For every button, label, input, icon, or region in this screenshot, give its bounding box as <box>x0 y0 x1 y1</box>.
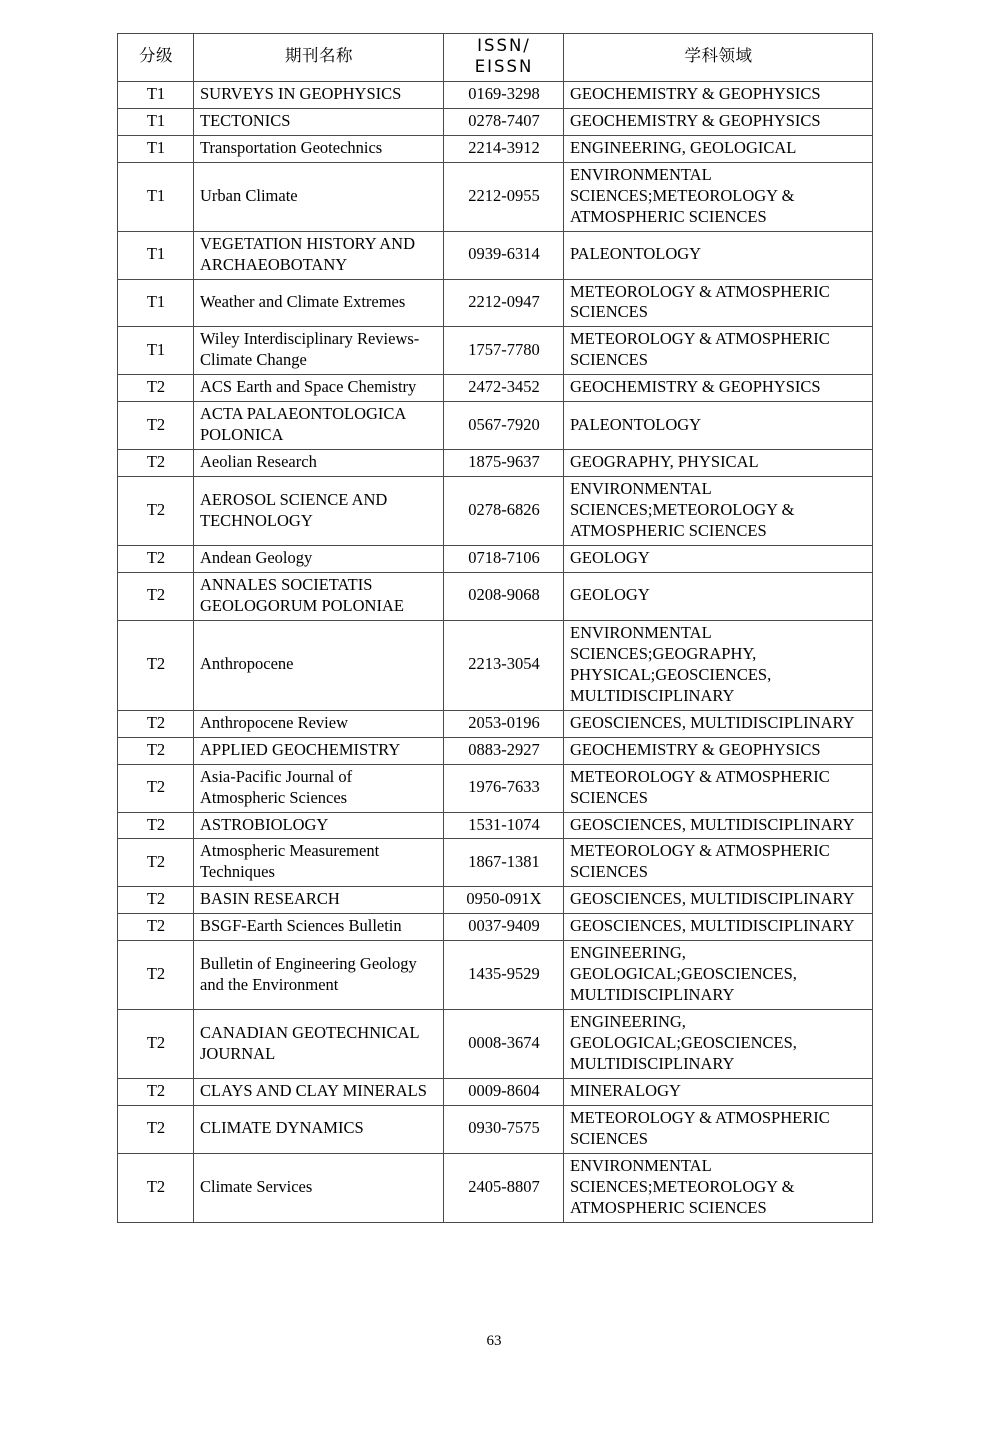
cell-grade: T2 <box>118 1010 194 1079</box>
table-row <box>118 108 873 135</box>
table-row <box>118 887 873 914</box>
cell-issn: 0930-7575 <box>444 1105 564 1153</box>
cell-grade: T2 <box>118 812 194 839</box>
cell-subject-field: PALEONTOLOGY <box>564 402 873 450</box>
table-row <box>118 572 873 620</box>
cell-journal-name: Aeolian Research <box>194 450 444 477</box>
cell-subject-field: GEOCHEMISTRY & GEOPHYSICS <box>564 737 873 764</box>
cell-journal-name: BSGF-Earth Sciences Bulletin <box>194 914 444 941</box>
table-row <box>118 135 873 162</box>
cell-issn: 0939-6314 <box>444 231 564 279</box>
table-header-row <box>118 34 873 82</box>
cell-subject-field: ENVIRONMENTAL SCIENCES;METEOROLOGY & ATMOSPHERIC SCIENCES <box>564 477 873 546</box>
table-row <box>118 450 873 477</box>
table-row <box>118 327 873 375</box>
cell-grade: T2 <box>118 620 194 710</box>
cell-issn: 2472-3452 <box>444 375 564 402</box>
cell-subject-field: MINERALOGY <box>564 1078 873 1105</box>
cell-grade: T2 <box>118 887 194 914</box>
cell-grade: T2 <box>118 839 194 887</box>
cell-grade: T2 <box>118 546 194 573</box>
table-row <box>118 839 873 887</box>
table-row <box>118 737 873 764</box>
cell-subject-field: ENGINEERING, GEOLOGICAL;GEOSCIENCES, MULTIDISCIPLINARY <box>564 1010 873 1079</box>
cell-subject-field: GEOSCIENCES, MULTIDISCIPLINARY <box>564 812 873 839</box>
cell-grade: T2 <box>118 477 194 546</box>
cell-journal-name: Climate Services <box>194 1153 444 1222</box>
cell-subject-field: GEOGRAPHY, PHYSICAL <box>564 450 873 477</box>
cell-journal-name: ACTA PALAEONTOLOGICA POLONICA <box>194 402 444 450</box>
cell-subject-field: METEOROLOGY & ATMOSPHERIC SCIENCES <box>564 327 873 375</box>
cell-issn: 2213-3054 <box>444 620 564 710</box>
cell-issn: 2053-0196 <box>444 710 564 737</box>
table-row <box>118 1153 873 1222</box>
table-row <box>118 1105 873 1153</box>
cell-journal-name: CLAYS AND CLAY MINERALS <box>194 1078 444 1105</box>
cell-issn: 1435-9529 <box>444 941 564 1010</box>
cell-journal-name: AEROSOL SCIENCE AND TECHNOLOGY <box>194 477 444 546</box>
cell-journal-name: Urban Climate <box>194 162 444 231</box>
table-body <box>118 81 873 1222</box>
table-row <box>118 162 873 231</box>
cell-issn: 0208-9068 <box>444 572 564 620</box>
cell-grade: T2 <box>118 1153 194 1222</box>
cell-journal-name: Atmospheric Measurement Techniques <box>194 839 444 887</box>
cell-journal-name: Transportation Geotechnics <box>194 135 444 162</box>
cell-journal-name: APPLIED GEOCHEMISTRY <box>194 737 444 764</box>
cell-issn: 0278-6826 <box>444 477 564 546</box>
table-row <box>118 546 873 573</box>
cell-journal-name: Anthropocene Review <box>194 710 444 737</box>
cell-subject-field: PALEONTOLOGY <box>564 231 873 279</box>
cell-subject-field: GEOLOGY <box>564 572 873 620</box>
cell-grade: T1 <box>118 81 194 108</box>
journal-classification-table <box>117 33 873 1223</box>
table-row <box>118 231 873 279</box>
cell-journal-name: TECTONICS <box>194 108 444 135</box>
cell-subject-field: METEOROLOGY & ATMOSPHERIC SCIENCES <box>564 279 873 327</box>
cell-issn: 0037-9409 <box>444 914 564 941</box>
cell-journal-name: Bulletin of Engineering Geology and the Environment <box>194 941 444 1010</box>
cell-issn: 0009-8604 <box>444 1078 564 1105</box>
column-header-subject-field: 学科领域 <box>564 34 873 82</box>
cell-grade: T1 <box>118 162 194 231</box>
cell-issn: 0169-3298 <box>444 81 564 108</box>
cell-grade: T1 <box>118 327 194 375</box>
cell-subject-field: GEOCHEMISTRY & GEOPHYSICS <box>564 81 873 108</box>
cell-issn: 0008-3674 <box>444 1010 564 1079</box>
table-row <box>118 914 873 941</box>
cell-grade: T2 <box>118 737 194 764</box>
cell-subject-field: ENVIRONMENTAL SCIENCES;METEOROLOGY & ATMOSPHERIC SCIENCES <box>564 162 873 231</box>
cell-grade: T2 <box>118 402 194 450</box>
table-row <box>118 81 873 108</box>
cell-subject-field: GEOSCIENCES, MULTIDISCIPLINARY <box>564 710 873 737</box>
cell-subject-field: GEOSCIENCES, MULTIDISCIPLINARY <box>564 887 873 914</box>
cell-issn: 2214-3912 <box>444 135 564 162</box>
cell-journal-name: ASTROBIOLOGY <box>194 812 444 839</box>
cell-issn: 0950-091X <box>444 887 564 914</box>
cell-subject-field: METEOROLOGY & ATMOSPHERIC SCIENCES <box>564 839 873 887</box>
cell-grade: T2 <box>118 710 194 737</box>
table-header <box>118 34 873 82</box>
cell-grade: T2 <box>118 1078 194 1105</box>
table-row <box>118 1078 873 1105</box>
table-row <box>118 812 873 839</box>
cell-grade: T2 <box>118 450 194 477</box>
cell-subject-field: ENVIRONMENTAL SCIENCES;METEOROLOGY & ATMOSPHERIC SCIENCES <box>564 1153 873 1222</box>
cell-subject-field: GEOCHEMISTRY & GEOPHYSICS <box>564 375 873 402</box>
cell-issn: 0883-2927 <box>444 737 564 764</box>
cell-issn: 1757-7780 <box>444 327 564 375</box>
cell-subject-field: GEOLOGY <box>564 546 873 573</box>
cell-journal-name: VEGETATION HISTORY AND ARCHAEOBOTANY <box>194 231 444 279</box>
cell-issn: 0718-7106 <box>444 546 564 573</box>
column-header-issn-line1: ISSN/ <box>477 36 531 55</box>
cell-journal-name: CANADIAN GEOTECHNICAL JOURNAL <box>194 1010 444 1079</box>
page-number: 63 <box>486 1333 502 1349</box>
table-row <box>118 375 873 402</box>
cell-issn: 1867-1381 <box>444 839 564 887</box>
table-row <box>118 279 873 327</box>
cell-issn: 2405-8807 <box>444 1153 564 1222</box>
cell-grade: T2 <box>118 1105 194 1153</box>
table-row <box>118 941 873 1010</box>
cell-journal-name: BASIN RESEARCH <box>194 887 444 914</box>
cell-issn: 0567-7920 <box>444 402 564 450</box>
cell-journal-name: CLIMATE DYNAMICS <box>194 1105 444 1153</box>
cell-journal-name: Anthropocene <box>194 620 444 710</box>
cell-grade: T2 <box>118 764 194 812</box>
cell-grade: T1 <box>118 231 194 279</box>
cell-issn: 1976-7633 <box>444 764 564 812</box>
cell-subject-field: GEOSCIENCES, MULTIDISCIPLINARY <box>564 914 873 941</box>
cell-issn: 1875-9637 <box>444 450 564 477</box>
cell-journal-name: ACS Earth and Space Chemistry <box>194 375 444 402</box>
cell-journal-name: ANNALES SOCIETATIS GEOLOGORUM POLONIAE <box>194 572 444 620</box>
cell-grade: T2 <box>118 941 194 1010</box>
column-header-issn <box>444 34 564 82</box>
cell-subject-field: ENVIRONMENTAL SCIENCES;GEOGRAPHY, PHYSICAL;GEOSCIENCES, MULTIDISCIPLINARY <box>564 620 873 710</box>
cell-grade: T1 <box>118 135 194 162</box>
cell-grade: T2 <box>118 914 194 941</box>
column-header-issn-line2: EISSN <box>474 56 534 76</box>
cell-subject-field: METEOROLOGY & ATMOSPHERIC SCIENCES <box>564 1105 873 1153</box>
table-row <box>118 402 873 450</box>
table-row <box>118 764 873 812</box>
table-row <box>118 620 873 710</box>
cell-grade: T1 <box>118 279 194 327</box>
cell-grade: T2 <box>118 375 194 402</box>
cell-subject-field: ENGINEERING, GEOLOGICAL;GEOSCIENCES, MULTIDISCIPLINARY <box>564 941 873 1010</box>
cell-issn: 1531-1074 <box>444 812 564 839</box>
column-header-grade: 分级 <box>118 34 194 82</box>
column-header-journal-name: 期刊名称 <box>194 34 444 82</box>
table-row <box>118 1010 873 1079</box>
cell-subject-field: METEOROLOGY & ATMOSPHERIC SCIENCES <box>564 764 873 812</box>
cell-issn: 2212-0947 <box>444 279 564 327</box>
cell-grade: T2 <box>118 572 194 620</box>
cell-journal-name: Wiley Interdisciplinary Reviews-Climate Change <box>194 327 444 375</box>
cell-journal-name: Andean Geology <box>194 546 444 573</box>
cell-grade: T1 <box>118 108 194 135</box>
table-row <box>118 710 873 737</box>
cell-issn: 0278-7407 <box>444 108 564 135</box>
cell-issn: 2212-0955 <box>444 162 564 231</box>
cell-journal-name: SURVEYS IN GEOPHYSICS <box>194 81 444 108</box>
cell-subject-field: GEOCHEMISTRY & GEOPHYSICS <box>564 108 873 135</box>
cell-subject-field: ENGINEERING, GEOLOGICAL <box>564 135 873 162</box>
table-row <box>118 477 873 546</box>
cell-journal-name: Weather and Climate Extremes <box>194 279 444 327</box>
cell-journal-name: Asia-Pacific Journal of Atmospheric Sciences <box>194 764 444 812</box>
